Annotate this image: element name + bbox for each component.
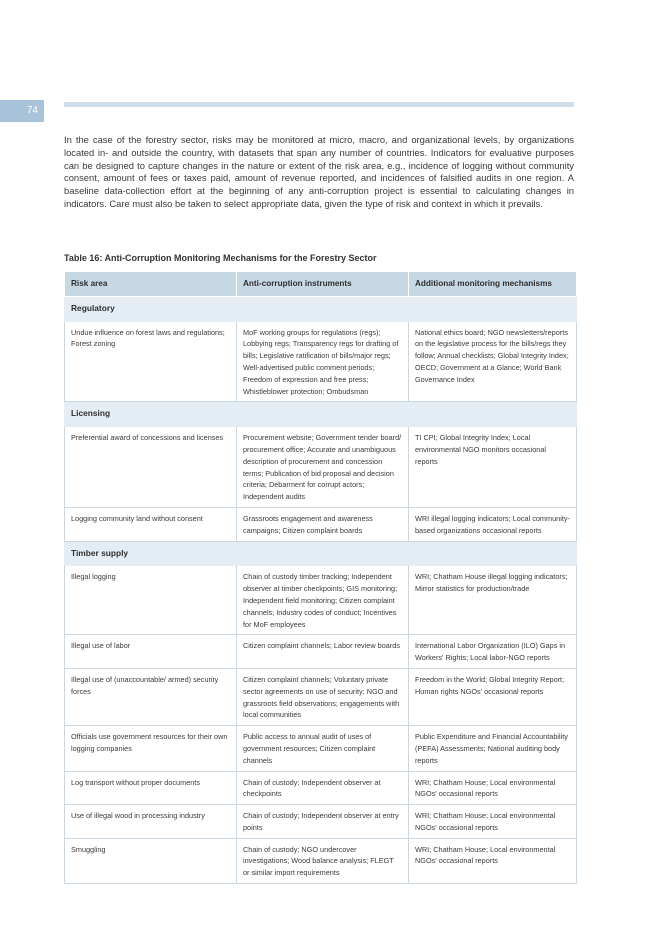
risk-area-cell: Use of illegal wood in processing industry bbox=[65, 805, 237, 839]
instruments-cell: Citizen complaint channels; Voluntary private sector agreements on use of security; NGO and grassroots field observations; engagements with local communities bbox=[237, 668, 409, 725]
instruments-cell: Public access to annual audit of uses of government resources; Citizen complaint channels bbox=[237, 726, 409, 771]
table-row bbox=[65, 566, 577, 635]
monitoring-cell: WRI illegal logging indicators; Local community-based organizations occasional reports bbox=[409, 507, 577, 541]
table-row bbox=[65, 635, 577, 669]
instruments-cell: Chain of custody timber tracking; Independent observer at timber checkpoints; GIS monitoring; Independent field monitoring; Citizen complaint channels; Industry codes of conduct; Incentives for MoF employees bbox=[237, 566, 409, 635]
table-row bbox=[65, 427, 577, 508]
risk-area-cell: Smuggling bbox=[65, 838, 237, 883]
table-row bbox=[65, 668, 577, 725]
table-row bbox=[65, 805, 577, 839]
header-rule bbox=[64, 102, 574, 107]
risk-area-cell: Logging community land without consent bbox=[65, 507, 237, 541]
monitoring-cell: WRI; Chatham House; Local environmental NGOs' occasional reports bbox=[409, 771, 577, 805]
section-row bbox=[65, 541, 577, 566]
monitoring-cell: WRI; Chatham House; Local environmental NGOs' occasional reports bbox=[409, 838, 577, 883]
instruments-cell: Citizen complaint channels; Labor review boards bbox=[237, 635, 409, 669]
monitoring-cell: Freedom in the World; Global Integrity Report; Human rights NGOs' occasional reports bbox=[409, 668, 577, 725]
section-row bbox=[65, 296, 577, 321]
section-label: Regulatory bbox=[65, 296, 577, 321]
instruments-cell: Chain of custody; Independent observer at entry points bbox=[237, 805, 409, 839]
risk-area-cell: Preferential award of concessions and licenses bbox=[65, 427, 237, 508]
table-row bbox=[65, 726, 577, 771]
table-row bbox=[65, 771, 577, 805]
monitoring-cell: TI CPI; Global Integrity Index; Local environmental NGO monitors occasional reports bbox=[409, 427, 577, 508]
header-instruments: Anti-corruption instruments bbox=[237, 272, 409, 297]
page-number: 74 bbox=[0, 100, 44, 122]
monitoring-cell: Public Expenditure and Financial Accountability (PEFA) Assessments; National auditing body reports bbox=[409, 726, 577, 771]
monitoring-cell: WRI; Chatham House; Local environmental NGOs' occasional reports bbox=[409, 805, 577, 839]
risk-area-cell: Undue influence on forest laws and regulations; Forest zoning bbox=[65, 321, 237, 402]
instruments-cell: MoF working groups for regulations (regs); Lobbying regs; Transparency regs for drafting of bills; Legislative ratification of bills/major regs; Well-advertised public comment periods; Freedom of expression and free press; Whistleblower protection; Ombudsman bbox=[237, 321, 409, 402]
instruments-cell: Chain of custody; Independent observer at checkpoints bbox=[237, 771, 409, 805]
table-row bbox=[65, 507, 577, 541]
monitoring-cell: WRI; Chatham House illegal logging indicators; Mirror statistics for production/trade bbox=[409, 566, 577, 635]
risk-area-cell: Illegal use of labor bbox=[65, 635, 237, 669]
table-title: Table 16: Anti-Corruption Monitoring Mechanisms for the Forestry Sector bbox=[64, 253, 377, 263]
section-label: Licensing bbox=[65, 402, 577, 427]
section-row bbox=[65, 402, 577, 427]
risk-area-cell: Illegal use of (unaccountable/ armed) security forces bbox=[65, 668, 237, 725]
intro-paragraph: In the case of the forestry sector, risks may be monitored at micro, macro, and organizational levels, by organizations located in- and outside the country, with datasets that span any number of countries. Indicators for evaluative purposes can be designed to capture changes in the nature or extent of the risk area, e.g., incidence of logging without community consent, amount of fees or taxes paid, amount of revenue reported, and incidences of falsified audits in one region. A baseline data-collection effort at the beginning of any anti-corruption project is essential to calculating changes in indicators. Care must also be taken to select appropriate data, given the type of risk and context in which it prevails. bbox=[64, 134, 574, 209]
table-row bbox=[65, 321, 577, 402]
header-monitoring: Additional monitoring mechanisms bbox=[409, 272, 577, 297]
instruments-cell: Procurement website; Government tender board/ procurement office; Accurate and unambiguous description of procurement and concession terms; Publication of bid proposal and decision criteria; Debarment for corrupt actors; Independent audits bbox=[237, 427, 409, 508]
risk-area-cell: Illegal logging bbox=[65, 566, 237, 635]
risk-area-cell: Officials use government resources for their own logging companies bbox=[65, 726, 237, 771]
section-label: Timber supply bbox=[65, 541, 577, 566]
instruments-cell: Grassroots engagement and awareness campaigns; Citizen complaint boards bbox=[237, 507, 409, 541]
table-header-row bbox=[65, 272, 577, 297]
monitoring-cell: National ethics board; NGO newsletters/reports on the legislative process for the bills/regs they follow; Annual checklists; Global Integrity Index; OECD; Government at a Glance; World Bank Governance Index bbox=[409, 321, 577, 402]
monitoring-cell: International Labor Organization (ILO) Gaps in Workers' Rights; Local labor-NGO reports bbox=[409, 635, 577, 669]
risk-area-cell: Log transport without proper documents bbox=[65, 771, 237, 805]
table-row bbox=[65, 838, 577, 883]
instruments-cell: Chain of custody; NGO undercover investigations; Wood balance analysis; FLEGT or similar import requirements bbox=[237, 838, 409, 883]
monitoring-table bbox=[64, 271, 577, 884]
header-risk-area: Risk area bbox=[65, 272, 237, 297]
